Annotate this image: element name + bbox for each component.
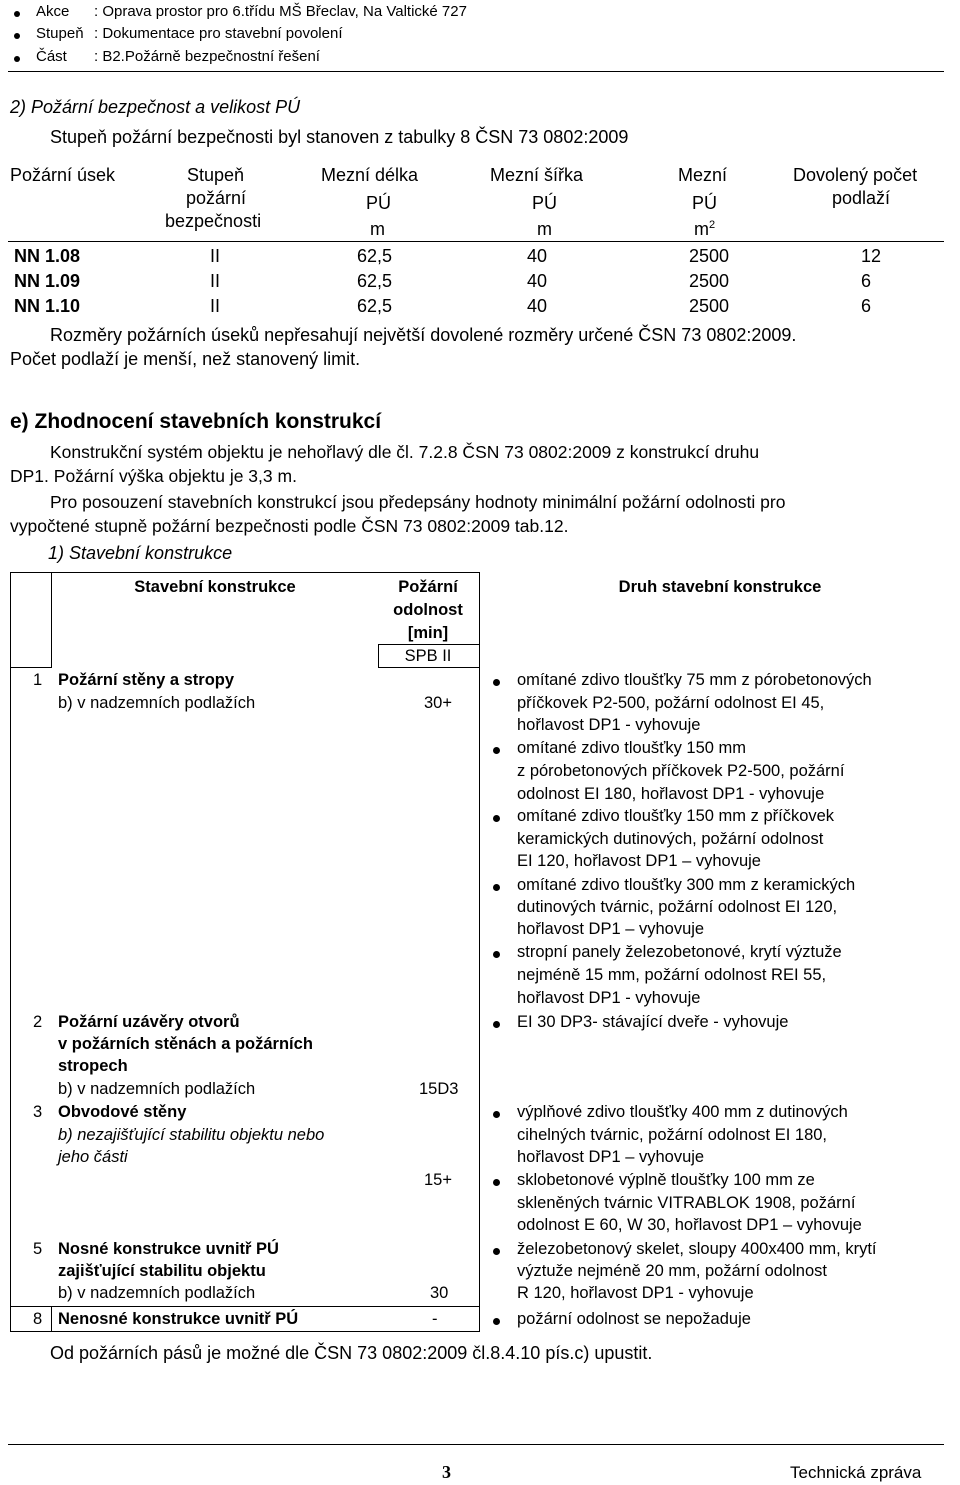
bullet-icon [493,1021,500,1028]
fire-resistance-value: - [432,1310,438,1328]
item-line: železobetonový skelet, sloupy 400x400 mm, krytí [517,1240,877,1258]
item-line: nejméně 15 mm, požární odolnost REI 55, [517,966,827,984]
fire-resistance-value: 30+ [424,694,452,712]
col-header: Dovolený počet [793,165,918,185]
fire-resistance-value: 30 [430,1284,449,1302]
cell-plocha: 2500 [689,296,730,316]
col-header: Mezní šířka [490,165,584,185]
cell-spb: II [210,271,221,291]
bullet-icon [493,1318,500,1325]
paragraph-line: Konstrukční systém objektu je nehořlavý dle čl. 7.2.8 ČSN 73 0802:2009 z konstrukcí druhu [50,442,760,462]
header-value: : Dokumentace pro stavební povolení [94,25,343,42]
col-header: PÚ [692,193,718,213]
col-header: SPB II [404,647,452,665]
construction-title: Požární stěny a stropy [58,671,235,689]
col-header: podlaží [832,188,891,208]
item-line: omítané zdivo tloušťky 150 mm z příčkovek [517,807,835,825]
col-header: odolnost [393,601,463,619]
item-line: omítané zdivo tloušťky 300 mm z keramických [517,876,856,894]
construction-title: stropech [58,1057,128,1075]
cell-pu: NN 1.10 [14,296,81,316]
footnote-text: Od požárních pásů je možné dle ČSN 73 0802:2009 čl.8.4.10 pís.c) upustit. [50,1343,653,1363]
item-line: dutinových tvárnic, požární odolnost EI 120, [517,898,838,916]
item-line: EI 30 DP3- stávající dveře - vyhovuje [517,1013,789,1031]
item-line: sklobetonové výplně tloušťky 100 mm ze [517,1171,815,1189]
cell-pu: NN 1.09 [14,271,81,291]
row-number: 8 [33,1310,43,1328]
table-border [479,572,480,1332]
fire-resistance-value: 15+ [424,1171,452,1189]
col-header: Požární [398,578,458,596]
cell-spb: II [210,296,221,316]
header-label: Část [36,48,67,65]
cell-podlazi: 12 [861,246,882,266]
paragraph-line: vypočtené stupně požární bezpečnosti podle ČSN 73 0802:2009 tab.12. [10,516,569,536]
bullet-icon [493,1248,500,1255]
section-heading: 2) Požární bezpečnost a velikost PÚ [10,97,301,117]
construction-title: Požární uzávěry otvorů [58,1013,240,1031]
note-text: Rozměry požárních úseků nepřesahují největší dovolené rozměry určené ČSN 73 0802:2009. [50,325,797,345]
bullet-icon [493,884,500,891]
header-divider [8,71,944,72]
header-label: Stupeň [36,25,84,42]
cell-plocha: 2500 [689,271,730,291]
construction-sub: b) v nadzemních podlažích [58,1080,256,1098]
table-border [378,644,479,645]
col-header: $m^2$ [694,219,716,239]
col-header: Požární úsek [10,165,116,185]
col-header: požární [186,188,247,208]
col-header: Stupeň [187,165,245,185]
page-number: 3 [442,1462,451,1482]
table-border [10,667,52,668]
item-line: R 120, hořlavost DP1 - vyhovuje [517,1284,754,1302]
item-line: požární odolnost se nepožaduje [517,1310,751,1328]
item-line: skleněných tvárnic VITRABLOK 1908, požární [517,1194,856,1212]
bullet-icon [493,679,500,686]
cell-sirka: 40 [527,246,548,266]
construction-title: Nenosné konstrukce uvnitř PÚ [58,1310,299,1328]
item-line: odolnost EI 180, hořlavost DP1 - vyhovuje [517,785,825,803]
section-intro: Stupeň požární bezpečnosti byl stanoven z tabulky 8 ČSN 73 0802:2009 [50,127,629,147]
item-line: keramických dutinových, požární odolnost [517,830,824,848]
bullet-icon [14,56,20,62]
header-label: Akce [36,3,70,20]
item-line: omítané zdivo tloušťky 150 mm [517,739,747,757]
construction-sub: b) nezajišťující stabilitu objektu nebo [58,1126,325,1144]
item-line: cihelných tvárnic, požární odolnost EI 180, [517,1126,828,1144]
item-line: hořlavost DP1 - vyhovuje [517,716,701,734]
bullet-icon [14,33,20,39]
col-header: [min] [407,624,449,642]
document-title: Technická zpráva [790,1463,922,1482]
col-header: Druh stavební konstrukce [618,578,822,596]
cell-sirka: 40 [527,271,548,291]
col-header: Mezní délka [321,165,419,185]
item-line: odolnost E 60, W 30, hořlavost DP1 – vyhovuje [517,1216,862,1234]
item-line: výplňové zdivo tloušťky 400 mm z dutinových [517,1103,848,1121]
construction-title: Obvodové stěny [58,1103,187,1121]
cell-podlazi: 6 [861,271,872,291]
paragraph-line: DP1. Požární výška objektu je 3,3 m. [10,466,297,486]
row-number: 1 [33,671,43,689]
table-border [10,572,480,573]
bullet-icon [493,951,500,958]
subsection-heading: 1) Stavební konstrukce [48,543,233,563]
table-divider [8,241,944,242]
bullet-icon [493,1111,500,1118]
bullet-icon [493,1179,500,1186]
item-line: hořlavost DP1 – vyhovuje [517,920,705,938]
col-header: PÚ [532,193,558,213]
item-line: stropní panely železobetonové, krytí výztuže [517,943,842,961]
bullet-icon [14,11,20,17]
row-number: 2 [33,1013,43,1031]
item-line: EI 120, hořlavost DP1 – vyhovuje [517,852,761,870]
item-line: z pórobetonových příčkovek P2-500, požární [517,762,845,780]
table-border [51,572,52,667]
fire-resistance-value: 15D3 [419,1080,459,1098]
construction-title: v požárních stěnách a požárních [58,1035,313,1053]
paragraph-line: Pro posouzení stavebních konstrukcí jsou předepsány hodnoty minimální požární odolnosti pro [50,492,786,512]
table-border [51,1306,52,1332]
cell-pu: NN 1.08 [14,246,81,266]
col-header: bezpečnosti [165,211,262,231]
cell-plocha: 2500 [689,246,730,266]
table-border [378,667,479,668]
col-header: m [537,219,552,239]
item-line: výztuže nejméně 20 mm, požární odolnost [517,1262,827,1280]
bullet-icon [493,815,500,822]
col-header: Mezní [678,165,728,185]
section-heading: e) Zhodnocení stavebních konstrukcí [10,410,382,433]
header-value: : B2.Požárně bezpečnostní řešení [94,48,320,65]
col-header: m [370,219,385,239]
table-border [10,572,11,1332]
row-number: 3 [33,1103,43,1121]
construction-sub: b) v nadzemních podlažích [58,694,256,712]
item-line: hořlavost DP1 - vyhovuje [517,989,701,1007]
item-line: hořlavost DP1 – vyhovuje [517,1148,705,1166]
cell-delka: 62,5 [357,246,393,266]
cell-sirka: 40 [527,296,548,316]
cell-podlazi: 6 [861,296,872,316]
item-line: příčkovek P2-500, požární odolnost EI 45, [517,694,825,712]
cell-spb: II [210,246,221,266]
table-border [10,1331,480,1332]
note-text: Počet podlaží je menší, než stanovený limit. [10,349,361,369]
table-border [10,1306,480,1307]
construction-title: zajišťující stabilitu objektu [58,1262,266,1280]
construction-sub: jeho části [58,1148,128,1166]
construction-title: Nosné konstrukce uvnitř PÚ [58,1240,279,1258]
bullet-icon [493,747,500,754]
item-line: omítané zdivo tloušťky 75 mm z pórobetonových [517,671,872,689]
footer-divider [8,1444,944,1445]
col-header: Stavební konstrukce [134,578,296,596]
construction-sub: b) v nadzemních podlažích [58,1284,256,1302]
cell-delka: 62,5 [357,296,393,316]
cell-delka: 62,5 [357,271,393,291]
col-header: PÚ [366,193,392,213]
header-value: : Oprava prostor pro 6.třídu MŠ Břeclav, Na Valtické 727 [94,3,467,20]
row-number: 5 [33,1240,43,1258]
